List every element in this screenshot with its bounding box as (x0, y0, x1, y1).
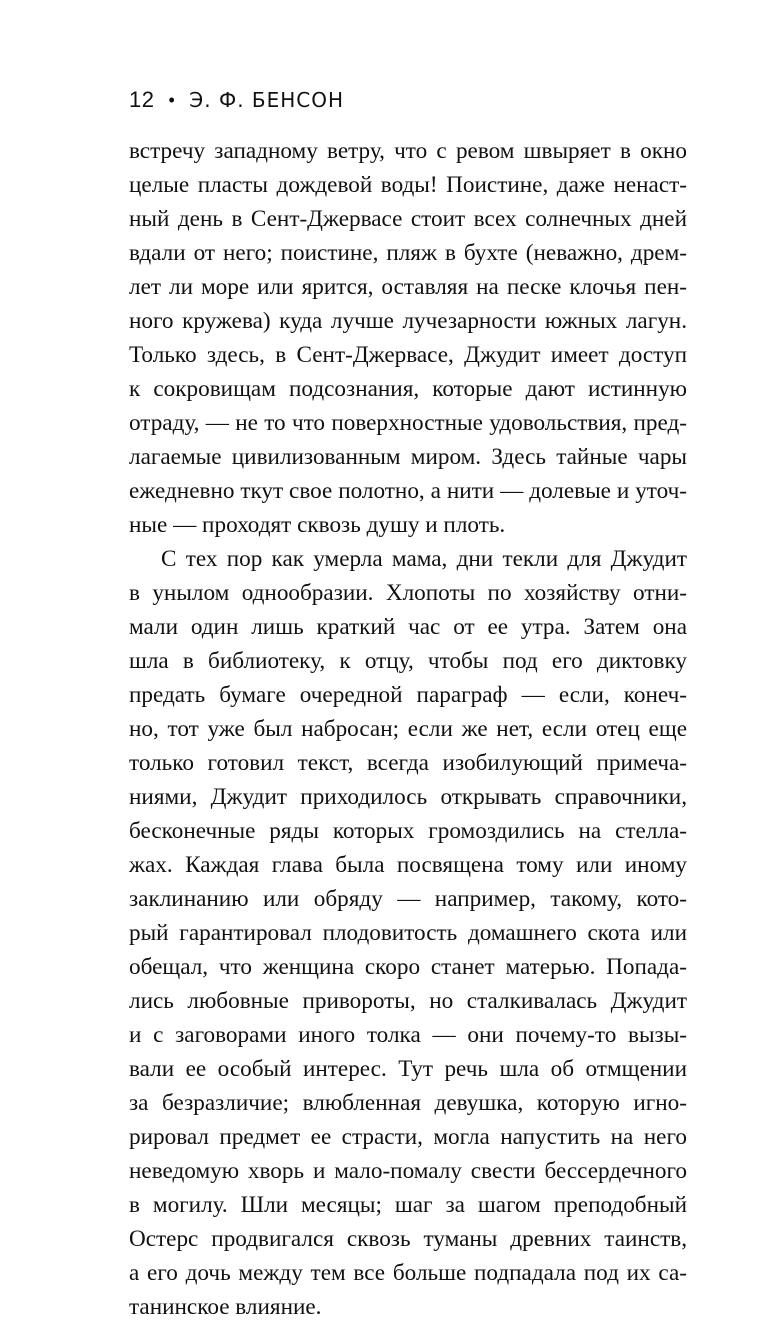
text-line: к сокровищам подсознания, которые дают истинную (129, 376, 687, 402)
text-line: в могилу. Шли месяцы; шаг за шагом преподобный (129, 1192, 687, 1218)
page-number: 12 (129, 87, 155, 112)
text-line: ный день в Сент-Джервасе стоит всех солнечных дней (129, 206, 687, 232)
text-line: вдали от него; поистине, пляж в бухте (неважно, дрем- (129, 240, 687, 266)
text-line: лись любовные привороты, но сталкивалась Джудит (129, 988, 687, 1014)
paragraph-2 (129, 542, 687, 1324)
text-line: но, тот уже был набросан; если же нет, если отец еще (129, 716, 687, 742)
running-head (129, 85, 344, 115)
text-line: лагаемые цивилизованным миром. Здесь тайные чары (129, 444, 687, 470)
text-line: С тех пор как умерла мама, дни текли для Джудит (161, 546, 687, 572)
text-line: ниями, Джудит приходилось открывать справочники, (129, 784, 687, 810)
author-name: Э. Ф. БЕНСОН (189, 88, 345, 112)
text-line: бесконечные ряды которых громоздились на стелла- (129, 818, 687, 844)
text-line: шла в библиотеку, к отцу, чтобы под его диктовку (129, 648, 687, 674)
text-line: рировал предмет ее страсти, могла напустить на него (129, 1124, 687, 1150)
text-line: предать бумаге очередной параграф — если, конеч- (129, 682, 687, 708)
text-line: заклинанию или обряду — например, такому, кото- (129, 886, 687, 912)
bullet-separator: • (168, 89, 176, 110)
text-line: целые пласты дождевой воды! Поистине, даже ненаст- (129, 172, 687, 198)
text-line: только готовил текст, всегда изобилующий примеча- (129, 750, 687, 776)
text-line: а его дочь между тем все больше подпадала под их са- (129, 1260, 687, 1286)
body-text (129, 134, 687, 1324)
text-line: танинское влияние. (129, 1294, 322, 1320)
paragraph-1 (129, 134, 687, 542)
text-line: и с заговорами иного толка — они почему-то вызы- (129, 1022, 687, 1048)
text-line: ежедневно ткут свое полотно, а нити — долевые и уточ- (129, 478, 687, 504)
text-line: отраду, — не то что поверхностные удовольствия, пред- (129, 410, 687, 436)
text-line: жах. Каждая глава была посвящена тому или иному (129, 852, 687, 878)
text-line: за безразличие; влюбленная девушка, которую игно- (129, 1090, 687, 1116)
text-line: мали один лишь краткий час от ее утра. Затем она (129, 614, 687, 640)
text-line: в унылом однообразии. Хлопоты по хозяйству отни- (129, 580, 687, 606)
text-line: обещал, что женщина скоро станет матерью. Попада- (129, 954, 687, 980)
text-line: ные — проходят сквозь душу и плоть. (129, 512, 506, 538)
text-line: лет ли море или ярится, оставляя на песке клочья пен- (129, 274, 687, 300)
text-line: Остерс продвигался сквозь туманы древних таинств, (129, 1226, 687, 1252)
text-line: рый гарантировал плодовитость домашнего скота или (129, 920, 687, 946)
text-line: Только здесь, в Сент-Джервасе, Джудит имеет доступ (129, 342, 687, 368)
text-line: вали ее особый интерес. Тут речь шла об отмщении (129, 1056, 687, 1082)
text-line: неведомую хворь и мало-помалу свести бессердечного (129, 1158, 687, 1184)
text-line: ного кружева) куда лучше лучезарности южных лагун. (129, 308, 687, 334)
text-line: встречу западному ветру, что с ревом швыряет в окно (129, 138, 687, 164)
